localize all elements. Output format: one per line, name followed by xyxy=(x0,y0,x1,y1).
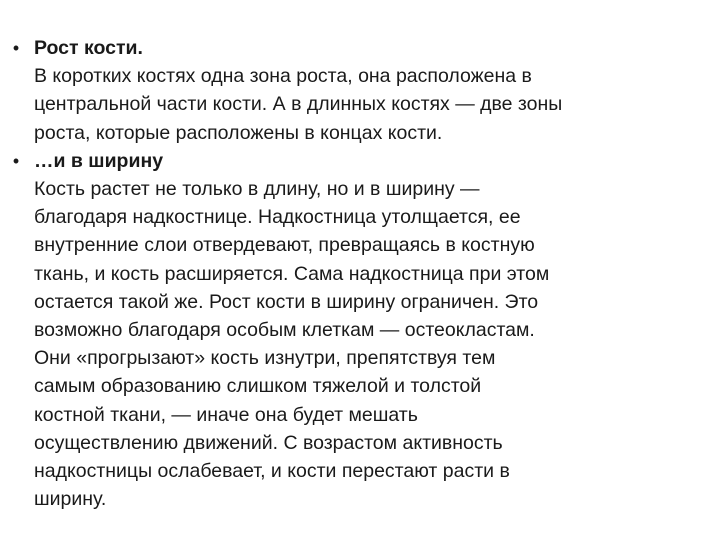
bullet-title: Рост кости. xyxy=(34,37,143,59)
bullet-marker: • xyxy=(12,150,20,171)
bullet-list xyxy=(8,34,708,513)
bullet-text: В коротких костях одна зона роста, она расположена в центральной части кости. А в длинных костях — две зоны роста, которые расположены в концах кости. xyxy=(34,65,563,144)
bullet-item-width-growth xyxy=(8,147,708,514)
bullet-item-bone-growth xyxy=(8,34,708,147)
bullet-title: …и в ширину xyxy=(34,149,164,172)
bullet-marker: • xyxy=(12,38,20,58)
bullet-text: Кость растет не только в длину, но и в ширину — благодаря надкостнице. Надкостница утолщается, ее внутренние слои отвердевают, превращаясь в костную ткань, и кость расширяется. Сама надкостница при этом остается такой же. Рост кости в ширину ограничен. Это возможно благодаря особым клеткам — остеокластам. Они «прогрызают» кость изнутри, препятствуя тем самым образованию слишком тяжелой и толстой костной ткани, — иначе она будет мешать осуществлению движений. С возрастом активность надкостницы ослабевает, и кости перестают расти в ширину. xyxy=(34,178,550,511)
